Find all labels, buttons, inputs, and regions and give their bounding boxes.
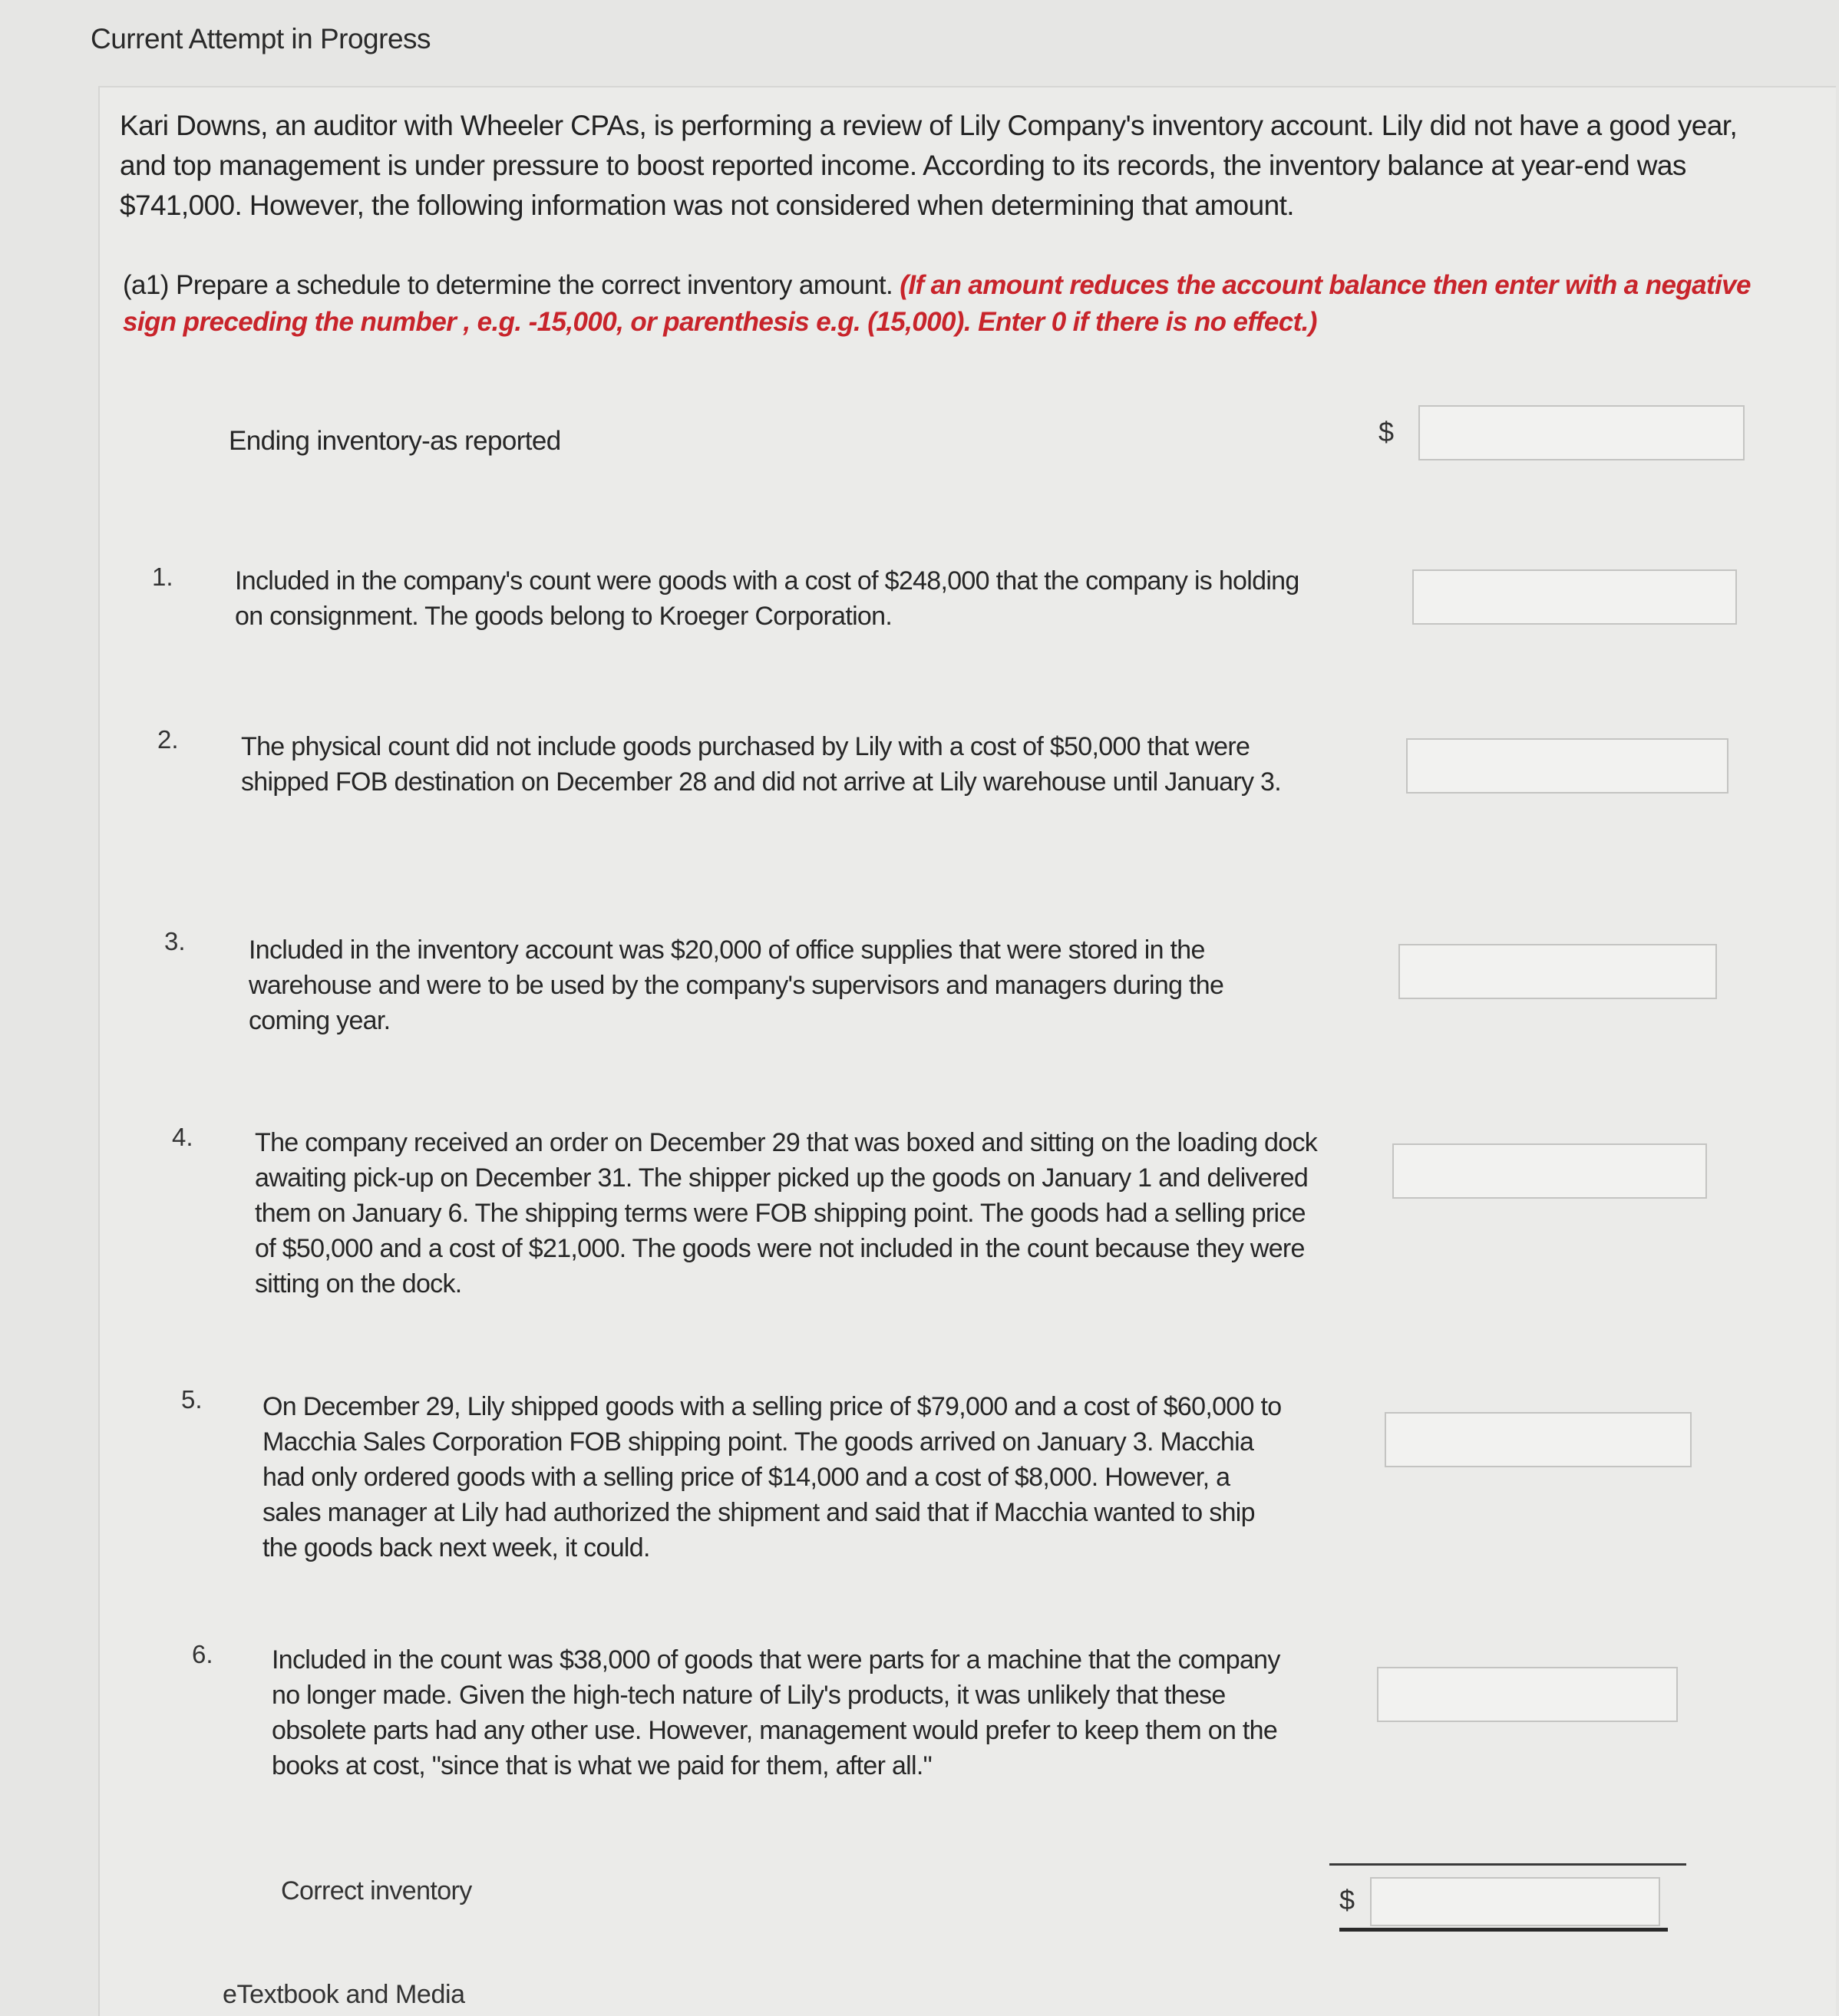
- item-6-input[interactable]: [1377, 1667, 1678, 1722]
- reported-inventory-input[interactable]: [1418, 405, 1745, 460]
- item-4-number: 4.: [172, 1123, 193, 1151]
- item-1-text: Included in the company's count were goods with a cost of $248,000 that the company is holding on consignment. The goods belong to Kroeger Corporation.: [235, 566, 1299, 631]
- instruction: [123, 267, 1773, 341]
- item-4-input[interactable]: [1392, 1143, 1707, 1199]
- item-5-input[interactable]: [1385, 1412, 1692, 1467]
- item-1-input[interactable]: [1412, 569, 1737, 625]
- item-5-number: 5.: [181, 1385, 203, 1414]
- item-6-text: Included in the count was $38,000 of goods that were parts for a machine that the company no longer made. Given the high-tech nature of Lily's products, it was unlikely that these obsolete parts had any other use. However, management would prefer to keep them on the books at cost, "since that is what we paid for them, after all.": [272, 1645, 1280, 1780]
- item-3-number: 3.: [164, 927, 186, 955]
- instruction-note: (If an amount reduces the account balance then enter with a negative sign preceding the number , e.g. -15,000, or parenthesis e.g. (15,000). Enter 0 if there is no effect.): [123, 270, 1751, 337]
- correct-dollar-sign: $: [1339, 1884, 1355, 1915]
- total-double-underline: [1339, 1928, 1668, 1932]
- total-rule: [1329, 1863, 1686, 1866]
- item-5-text: On December 29, Lily shipped goods with a selling price of $79,000 and a cost of $60,000 to Macchia Sales Corporation FOB shipping point. The goods arrived on January 3. Macchia had only ordered goods with a selling price of $14,000 and a cost of $8,000. However, a sales manager at Lily had authorized the shipment and said that if Macchia wanted to ship the goods back next week, it could.: [262, 1392, 1282, 1562]
- item-6-number: 6.: [192, 1640, 213, 1668]
- etextbook-link[interactable]: eTextbook and Media: [223, 1980, 465, 2009]
- instruction-prefix: (a1) Prepare a schedule to determine the correct inventory amount.: [123, 270, 893, 300]
- item-3-text: Included in the inventory account was $20,000 of office supplies that were stored in the warehouse and were to be used by the company's supervisors and managers during the coming year.: [249, 935, 1224, 1035]
- item-2-text: The physical count did not include goods purchased by Lily with a cost of $50,000 that were shipped FOB destination on December 28 and did not arrive at Lily warehouse until January 3.: [241, 732, 1281, 797]
- problem-intro: Kari Downs, an auditor with Wheeler CPAs, is performing a review of Lily Company's inventory account. Lily did not have a good year, and top management is under pressure to boost reported income. According to its records, the inventory balance at year-end was $741,000. However, the following information was not considered when determining that amount.: [120, 110, 1738, 221]
- item-2-number: 2.: [157, 725, 179, 754]
- item-3-input[interactable]: [1398, 944, 1717, 999]
- correct-inventory-label: Correct inventory: [281, 1876, 472, 1905]
- item-4-text: The company received an order on December 29 that was boxed and sitting on the loading dock awaiting pick-up on December 31. The shipper picked up the goods on January 1 and delivered them on January 6. The shipping terms were FOB shipping point. The goods had a selling price of $50,000 and a cost of $21,000. The goods were not included in the count because they were sitting on the dock.: [255, 1128, 1318, 1298]
- page-title: Current Attempt in Progress: [91, 23, 431, 54]
- item-2-input[interactable]: [1406, 738, 1728, 794]
- reported-dollar-sign: $: [1378, 416, 1395, 447]
- correct-inventory-input[interactable]: [1370, 1877, 1660, 1926]
- reported-label: Ending inventory-as reported: [229, 426, 561, 456]
- item-1-number: 1.: [152, 563, 173, 591]
